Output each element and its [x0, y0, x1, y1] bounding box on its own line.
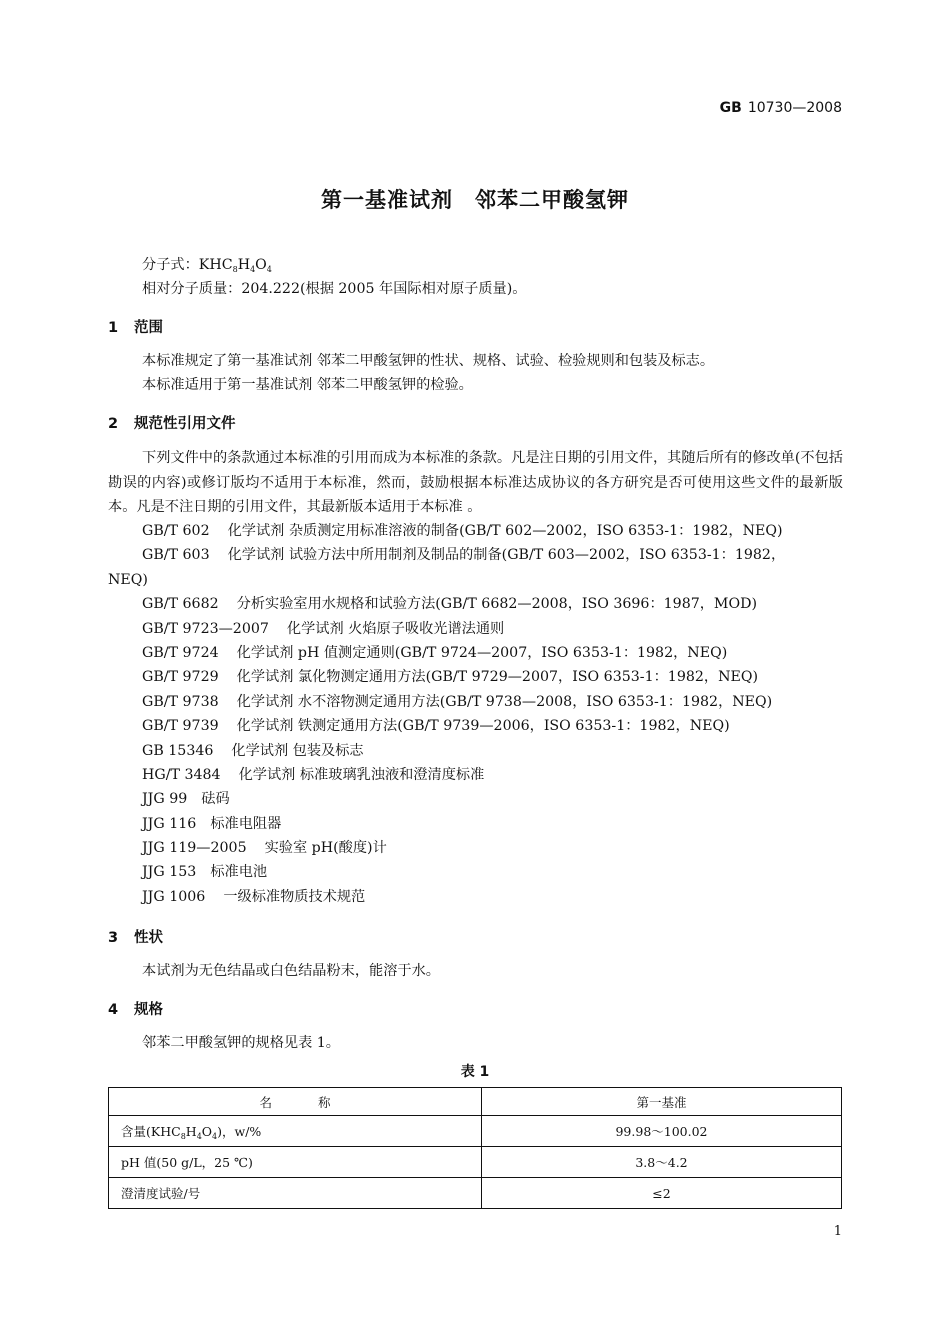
reference-item: GB/T 602 化学试剂 杂质测定用标准溶液的制备(GB/T 602—2002，ISO 6353-1：1982，NEQ) [142, 523, 783, 539]
section-heading: 4 规格 [108, 1002, 163, 1018]
table-cell-value: 3.8～4.2 [482, 1147, 842, 1178]
table-header-name: 名 称 [109, 1088, 482, 1116]
table-caption: 表 1 [460, 1064, 490, 1080]
reference-item: JJG 99 砝码 [142, 791, 230, 807]
reference-item: GB/T 9729 化学试剂 氯化物测定通用方法(GB/T 9729—2007，ISO 6353-1：1982，NEQ) [142, 669, 759, 685]
reference-item: GB/T 9738 化学试剂 水不溶物测定通用方法(GB/T 9738—2008，ISO 6353-1：1982，NEQ) [142, 694, 773, 710]
reference-item: GB/T 9723—2007 化学试剂 火焰原子吸收光谱法通则 [142, 621, 505, 637]
reference-item-continuation: NEQ) [108, 572, 148, 588]
reference-item: GB/T 9724 化学试剂 pH 值测定通则(GB/T 9724—2007，ISO 6353-1：1982，NEQ) [142, 645, 728, 661]
table-cell-value: ≤2 [482, 1178, 842, 1209]
molecular-formula: 分子式：$KHC_8H_4O_4$ [142, 257, 272, 274]
reference-item: GB/T 9739 化学试剂 铁测定通用方法(GB/T 9739—2006，ISO 6353-1：1982，NEQ) [142, 718, 730, 734]
standard-code: GB 10730—2008 [719, 100, 842, 116]
reference-item: JJG 119—2005 实验室 pH(酸度)计 [142, 840, 387, 856]
reference-item: JJG 153 标准电池 [142, 864, 268, 880]
specification-text: 邻苯二甲酸氢钾的规格见表 1。 [142, 1035, 340, 1051]
reference-item: JJG 1006 一级标准物质技术规范 [142, 889, 366, 905]
table-header-row [109, 1088, 842, 1116]
molecular-mass: 相对分子质量：204.222(根据 2005 年国际相对原子质量)。 [142, 281, 527, 297]
table-cell-name: pH 值(50 g/L，25 ℃) [109, 1147, 482, 1178]
table-row [109, 1178, 842, 1209]
specification-table [108, 1087, 842, 1209]
page-number: 1 [833, 1224, 842, 1239]
reference-item: GB 15346 化学试剂 包装及标志 [142, 743, 364, 759]
scope-line: 本标准规定了第一基准试剂 邻苯二甲酸氢钾的性状、规格、试验、检验规则和包装及标志。 [142, 353, 715, 369]
scope-line: 本标准适用于第一基准试剂 邻苯二甲酸氢钾的检验。 [142, 377, 473, 393]
section-heading: 3 性状 [108, 930, 163, 946]
table-header-value: 第一基准 [482, 1088, 842, 1116]
table-cell-value: 99.98～100.02 [482, 1116, 842, 1147]
reference-item: JJG 116 标准电阻器 [142, 816, 282, 832]
table-cell-name: 含量$(KHC_8H_4O_4)$，w/% [109, 1116, 482, 1147]
properties-text: 本试剂为无色结晶或白色结晶粉末，能溶于水。 [142, 963, 440, 979]
table-cell-name: 澄清度试验/号 [109, 1178, 482, 1209]
section-heading: 1 范围 [108, 320, 163, 336]
reference-item: HG/T 3484 化学试剂 标准玻璃乳浊液和澄清度标准 [142, 767, 485, 783]
table-row [109, 1147, 842, 1178]
references-intro: 下列文件中的条款通过本标准的引用而成为本标准的条款。凡是注日期的引用文件，其随后所有的修改单(不包括勘误的内容)或修订版均不适用于本标准，然而，鼓励根据本标准达成协议的各方研究是否可使用这些文件的最新版本。凡是不注日期的引用文件，其最新版本适用于本标准 。 [108, 450, 843, 515]
table-row [109, 1116, 842, 1147]
reference-item: GB/T 603 化学试剂 试验方法中所用制剂及制品的制备(GB/T 603—2002，ISO 6353-1：1982， [142, 547, 786, 563]
reference-item: GB/T 6682 分析实验室用水规格和试验方法(GB/T 6682—2008，ISO 3696：1987，MOD) [142, 596, 758, 612]
section-heading: 2 规范性引用文件 [108, 416, 236, 432]
document-title: 第一基准试剂 邻苯二甲酸氢钾 [321, 188, 629, 212]
